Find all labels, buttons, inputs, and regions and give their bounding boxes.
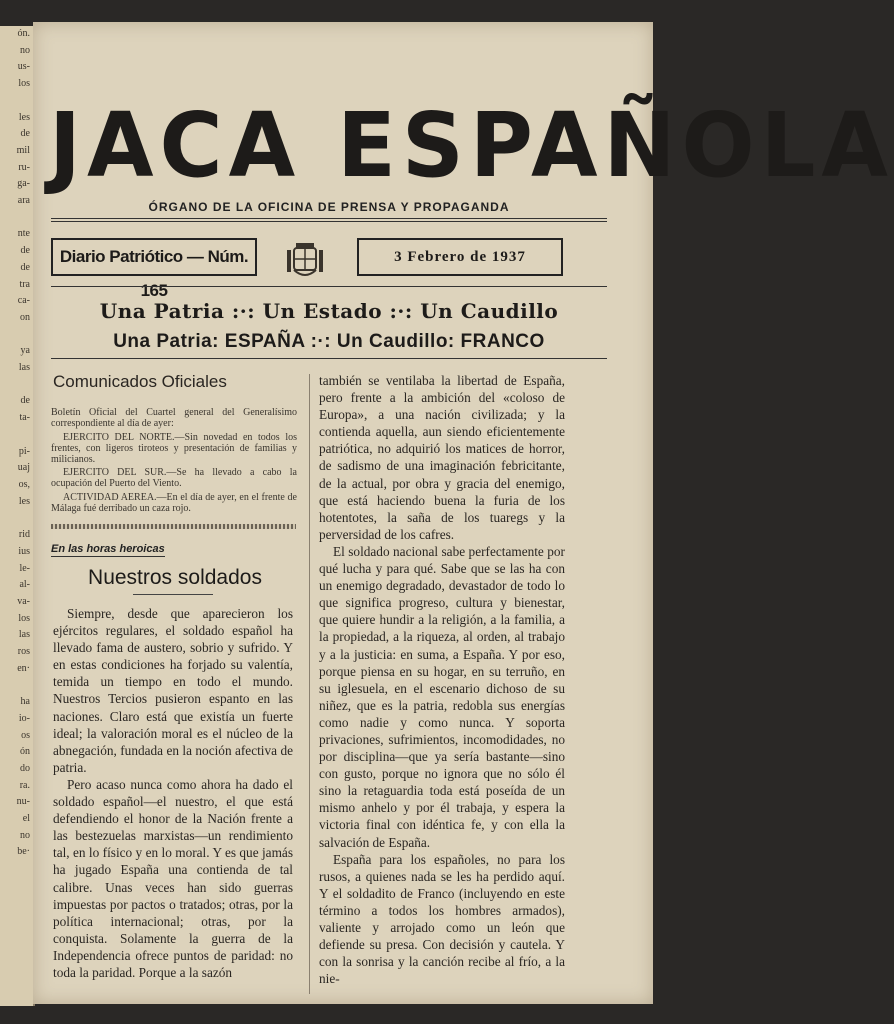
previous-page-fragment: ón. (17, 28, 30, 39)
article-right-column (319, 372, 565, 987)
communiques-intro: Boletín Oficial del Cuartel general del Generalísimo correspondiente al día de ayer: (51, 407, 297, 430)
communique-item-north: EJERCITO DEL NORTE.—Sin novedad en todos los frentes, con ligeros tiroteos y presentación de familias y milicianos. (51, 432, 297, 466)
previous-page-fragment: los (18, 612, 30, 624)
previous-page-fragment: ya (20, 345, 30, 357)
previous-page-fragment: les (18, 495, 30, 507)
column-divider (309, 374, 310, 994)
previous-page-fragment: ha (20, 696, 30, 708)
previous-page-fragment: be· (17, 846, 30, 858)
previous-page-fragment: de (20, 245, 30, 257)
previous-page-fragment (0, 677, 33, 694)
article-paragraph: Pero acaso nunca como ahora ha dado el soldado español—el nuestro, el que está defendiendo el honor de la Nación frente a las bestezuelas marxistas—un rendimiento tal, en lo físico y en lo moral. Y es que jamás ha jugado España una contienda de tal calibre. Unas veces han sido guerras impuestas por pactos o tratados; otras, por la política internacional; otras, por la conquista. Solamente la guerra de la Independencia ofrece puntos de paridad: no toda la paridad. Porque a la sazón (53, 776, 293, 980)
previous-page-fragment: las (18, 362, 30, 374)
article-left-column (53, 605, 293, 981)
communiques-title: Comunicados Oficiales (53, 372, 227, 391)
previous-page-fragment: los (18, 78, 30, 90)
header-rule-double (51, 221, 607, 222)
masthead-title: JACA ESPAÑOLA (49, 94, 894, 198)
previous-page-fragment: ius (18, 545, 30, 557)
previous-page-fragment: le- (19, 562, 30, 574)
previous-page-fragment (0, 93, 33, 110)
slogan-rule (51, 358, 607, 359)
previous-page-fragment: os (21, 729, 30, 741)
header-rule (51, 218, 607, 219)
previous-page-fragment: ara (17, 195, 30, 207)
masthead-subtitle: ÓRGANO DE LA OFICINA DE PRENSA Y PROPAGANDA (148, 200, 510, 214)
article-paragraph: también se ventilaba la libertad de España, pero frente a la ambición del «coloso de Europa», a una nación civilizada; y la contienda aquella, aun siendo eficientemente patriótica, no adquirió los matices de horror, de sadismo de una imaginación febricitante, de la actual, por obra y gracia del enemigo, que está haciendo buena la furia de los hotentotes, la saña de los tuaregs y la perversidad de los cafres. (319, 373, 565, 542)
previous-page-fragment: ros (17, 646, 30, 658)
previous-page-fragment: mil (16, 144, 30, 156)
communique-item-south: EJERCITO DEL SUR.—Se ha llevado a cabo la ocupación del Puerto del Viento. (51, 467, 297, 490)
previous-page-fragment: ón (20, 746, 30, 758)
communique-item-air: ACTIVIDAD AEREA.—En el día de ayer, en el frente de Málaga fué derribado un caza rojo. (51, 492, 297, 515)
previous-page-fragment (0, 210, 33, 227)
previous-page-fragment: ca- (17, 295, 30, 307)
previous-page-fragment: uaj (17, 462, 30, 474)
previous-page-fragment: nu- (16, 796, 30, 808)
previous-page-fragment: las (18, 629, 30, 641)
previous-page-fragment: rid (18, 529, 30, 541)
previous-page-fragment: no (20, 829, 30, 841)
previous-page-fragment: nte (17, 228, 30, 240)
previous-page-fragment: ta- (19, 412, 30, 424)
previous-page-fragment: de (20, 128, 30, 140)
previous-page-fragment: de (20, 395, 30, 407)
slogan-line-1: Una Patria :·: Un Estado :·: Un Caudillo (99, 299, 559, 323)
previous-page-fragment: us- (17, 61, 30, 73)
previous-page-fragment: tra (19, 278, 30, 290)
previous-page-fragment: al- (19, 579, 30, 591)
newspaper-page (33, 22, 894, 1004)
issue-rule (51, 286, 607, 287)
previous-page-fragment (0, 427, 33, 444)
previous-page-fragment: on (20, 311, 30, 323)
previous-page-fragment: el (22, 813, 30, 825)
slogan-line-2: Una Patria: ESPAÑA :·: Un Caudillo: FRANCO (113, 331, 545, 352)
previous-page-fragment: do (20, 762, 30, 774)
previous-page-fragment (0, 327, 33, 344)
previous-page-fragment: ru- (18, 161, 30, 173)
article-paragraph: El soldado nacional sabe perfectamente por qué lucha y para qué. Sabe que se las ha con un enemigo degradado, devastador de todo lo que significa progreso, cultura y bienestar, que quiere hundir a la religión, a la familia, a la propiedad, a la riqueza, al orden, al trabajo y a la justicia: en suma, a España. Y por eso, porque piensa en su hogar, en su terruño, en su iglesuela, en el escenario dichoso de su niñez, que es la patria, redobla sus energías como nadie y como nunca. Y soporta privaciones, sufrimientos, incomodidades, no por disciplina—que ya sería bastante—sino con gusto, porque no ignora que no sólo él sino la retaguardia toda está poseída de un mismo anhelo y por él trabaja, y espera la victoria final con idéntica fe, y con ella la salvación de España. (319, 543, 565, 850)
previous-page-fragment: os, (18, 478, 30, 490)
article-title-rule (133, 594, 213, 595)
previous-page-fragment: les (18, 111, 30, 123)
article-paragraph: España para los españoles, no para los rusos, a quienes nada se les ha perdido aquí. Y el soldadito de Franco (incluyendo en este término a todos los hombres armados), valiente y arrojado como un león que defiende su presa. Con decisión y cautela. Y con la sonrisa y la canción recibe al frío, a la nie- (319, 851, 565, 987)
article-kicker: En las horas heroicas (51, 543, 165, 555)
previous-page-fragment: ga- (17, 178, 30, 190)
section-divider-bar (51, 524, 296, 529)
previous-page-edge (0, 26, 35, 1006)
issue-date-box: 3 Febrero de 1937 (357, 238, 563, 276)
previous-page-fragment: no (20, 44, 30, 56)
article-title: Nuestros soldados (88, 566, 262, 589)
previous-page-fragment: de (20, 261, 30, 273)
issue-number-box: Diario Patriótico — Núm. 165 (51, 238, 257, 276)
previous-page-fragment: va- (17, 595, 30, 607)
coat-of-arms-icon (283, 240, 327, 280)
previous-page-fragment: ra. (19, 779, 30, 791)
previous-page-fragment: pi- (18, 445, 30, 457)
article-paragraph: Siempre, desde que aparecieron los ejércitos regulares, el soldado español ha llevado fama de austero, sobrio y sufrido. Y en estas condiciones ha forjado su valentía, temida un tiempo en todo el mundo. Nuestros Tercios pusieron espanto en las naciones. Claro está que existía un fuerte ideal; la valoración moral es el núcleo de la abnegación, fundada en la noción afectiva de patria. (53, 606, 293, 775)
previous-page-fragment: io- (18, 712, 30, 724)
previous-page-fragment (0, 377, 33, 394)
previous-page-fragment (0, 510, 33, 527)
previous-page-fragment: en· (17, 662, 30, 674)
